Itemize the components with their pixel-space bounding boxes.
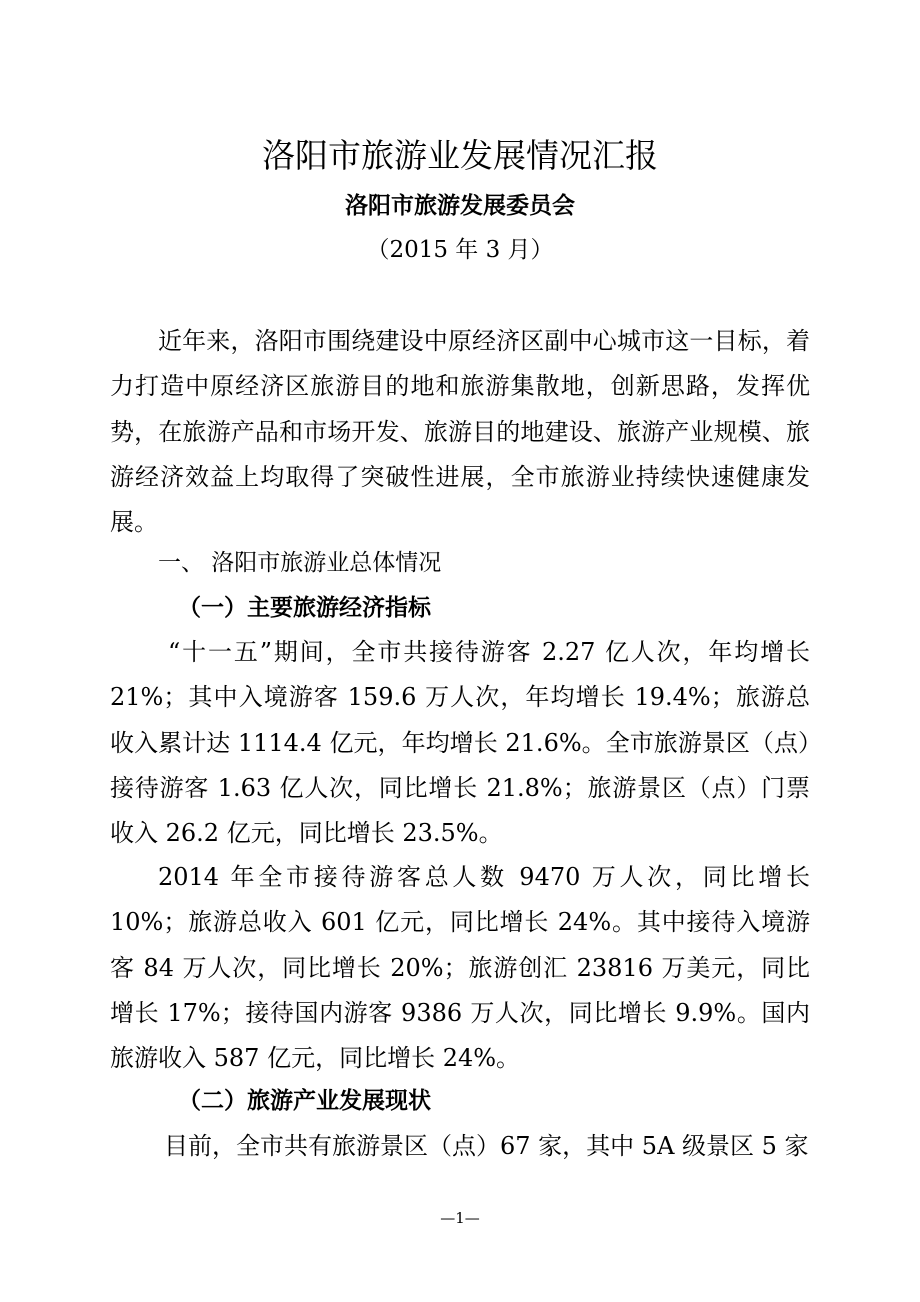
indicators-paragraph-1: “十一五”期间，全市共接待游客 2.27 亿人次，年均增长 21%；其中入境游客 159.6 万人次，年均增长 19.4%；旅游总收入累计达 1114.4 亿元，年均增长 21.6%。全市旅游景区（点）接待游客 1.63 亿人次，同比增长 21.8%；旅游景区（点）门票收入 26.2 亿元，同比增长 23.5%。 xyxy=(110,638,810,848)
intro-paragraph: 近年来，洛阳市围绕建设中原经济区副中心城市这一目标，着力打造中原经济区旅游目的地和旅游集散地，创新思路，发挥优势，在旅游产品和市场开发、旅游目的地建设、旅游产业规模、旅游经济效益上均取得了突破性进展，全市旅游业持续快速健康发展。 xyxy=(110,327,810,537)
indicators-paragraph-2: 2014 年全市接待游客总人数 9470 万人次，同比增长 10%；旅游总收入 601 亿元，同比增长 24%。其中接待入境游客 84 万人次，同比增长 20%；旅游创汇 23816 万美元，同比增长 17%；接待国内游客 9386 万人次，同比增长 9.9%。国内旅游收入 587 亿元，同比增长 24%。 xyxy=(110,863,810,1073)
subsection-heading-status: （二）旅游产业发展现状 xyxy=(178,1088,431,1114)
document-date: （2015 年 3 月） xyxy=(366,237,554,263)
page-number: —1— xyxy=(440,1209,480,1227)
status-paragraph: 目前，全市共有旅游景区（点）67 家，其中 5A 级景区 5 家 xyxy=(164,1132,809,1160)
subsection-heading-indicators: （一）主要旅游经济指标 xyxy=(178,595,431,621)
section-heading-overall: 一、 洛阳市旅游业总体情况 xyxy=(158,550,442,576)
document-title: 洛阳市旅游业发展情况汇报 xyxy=(262,136,658,175)
issuing-organization: 洛阳市旅游发展委员会 xyxy=(345,193,575,219)
